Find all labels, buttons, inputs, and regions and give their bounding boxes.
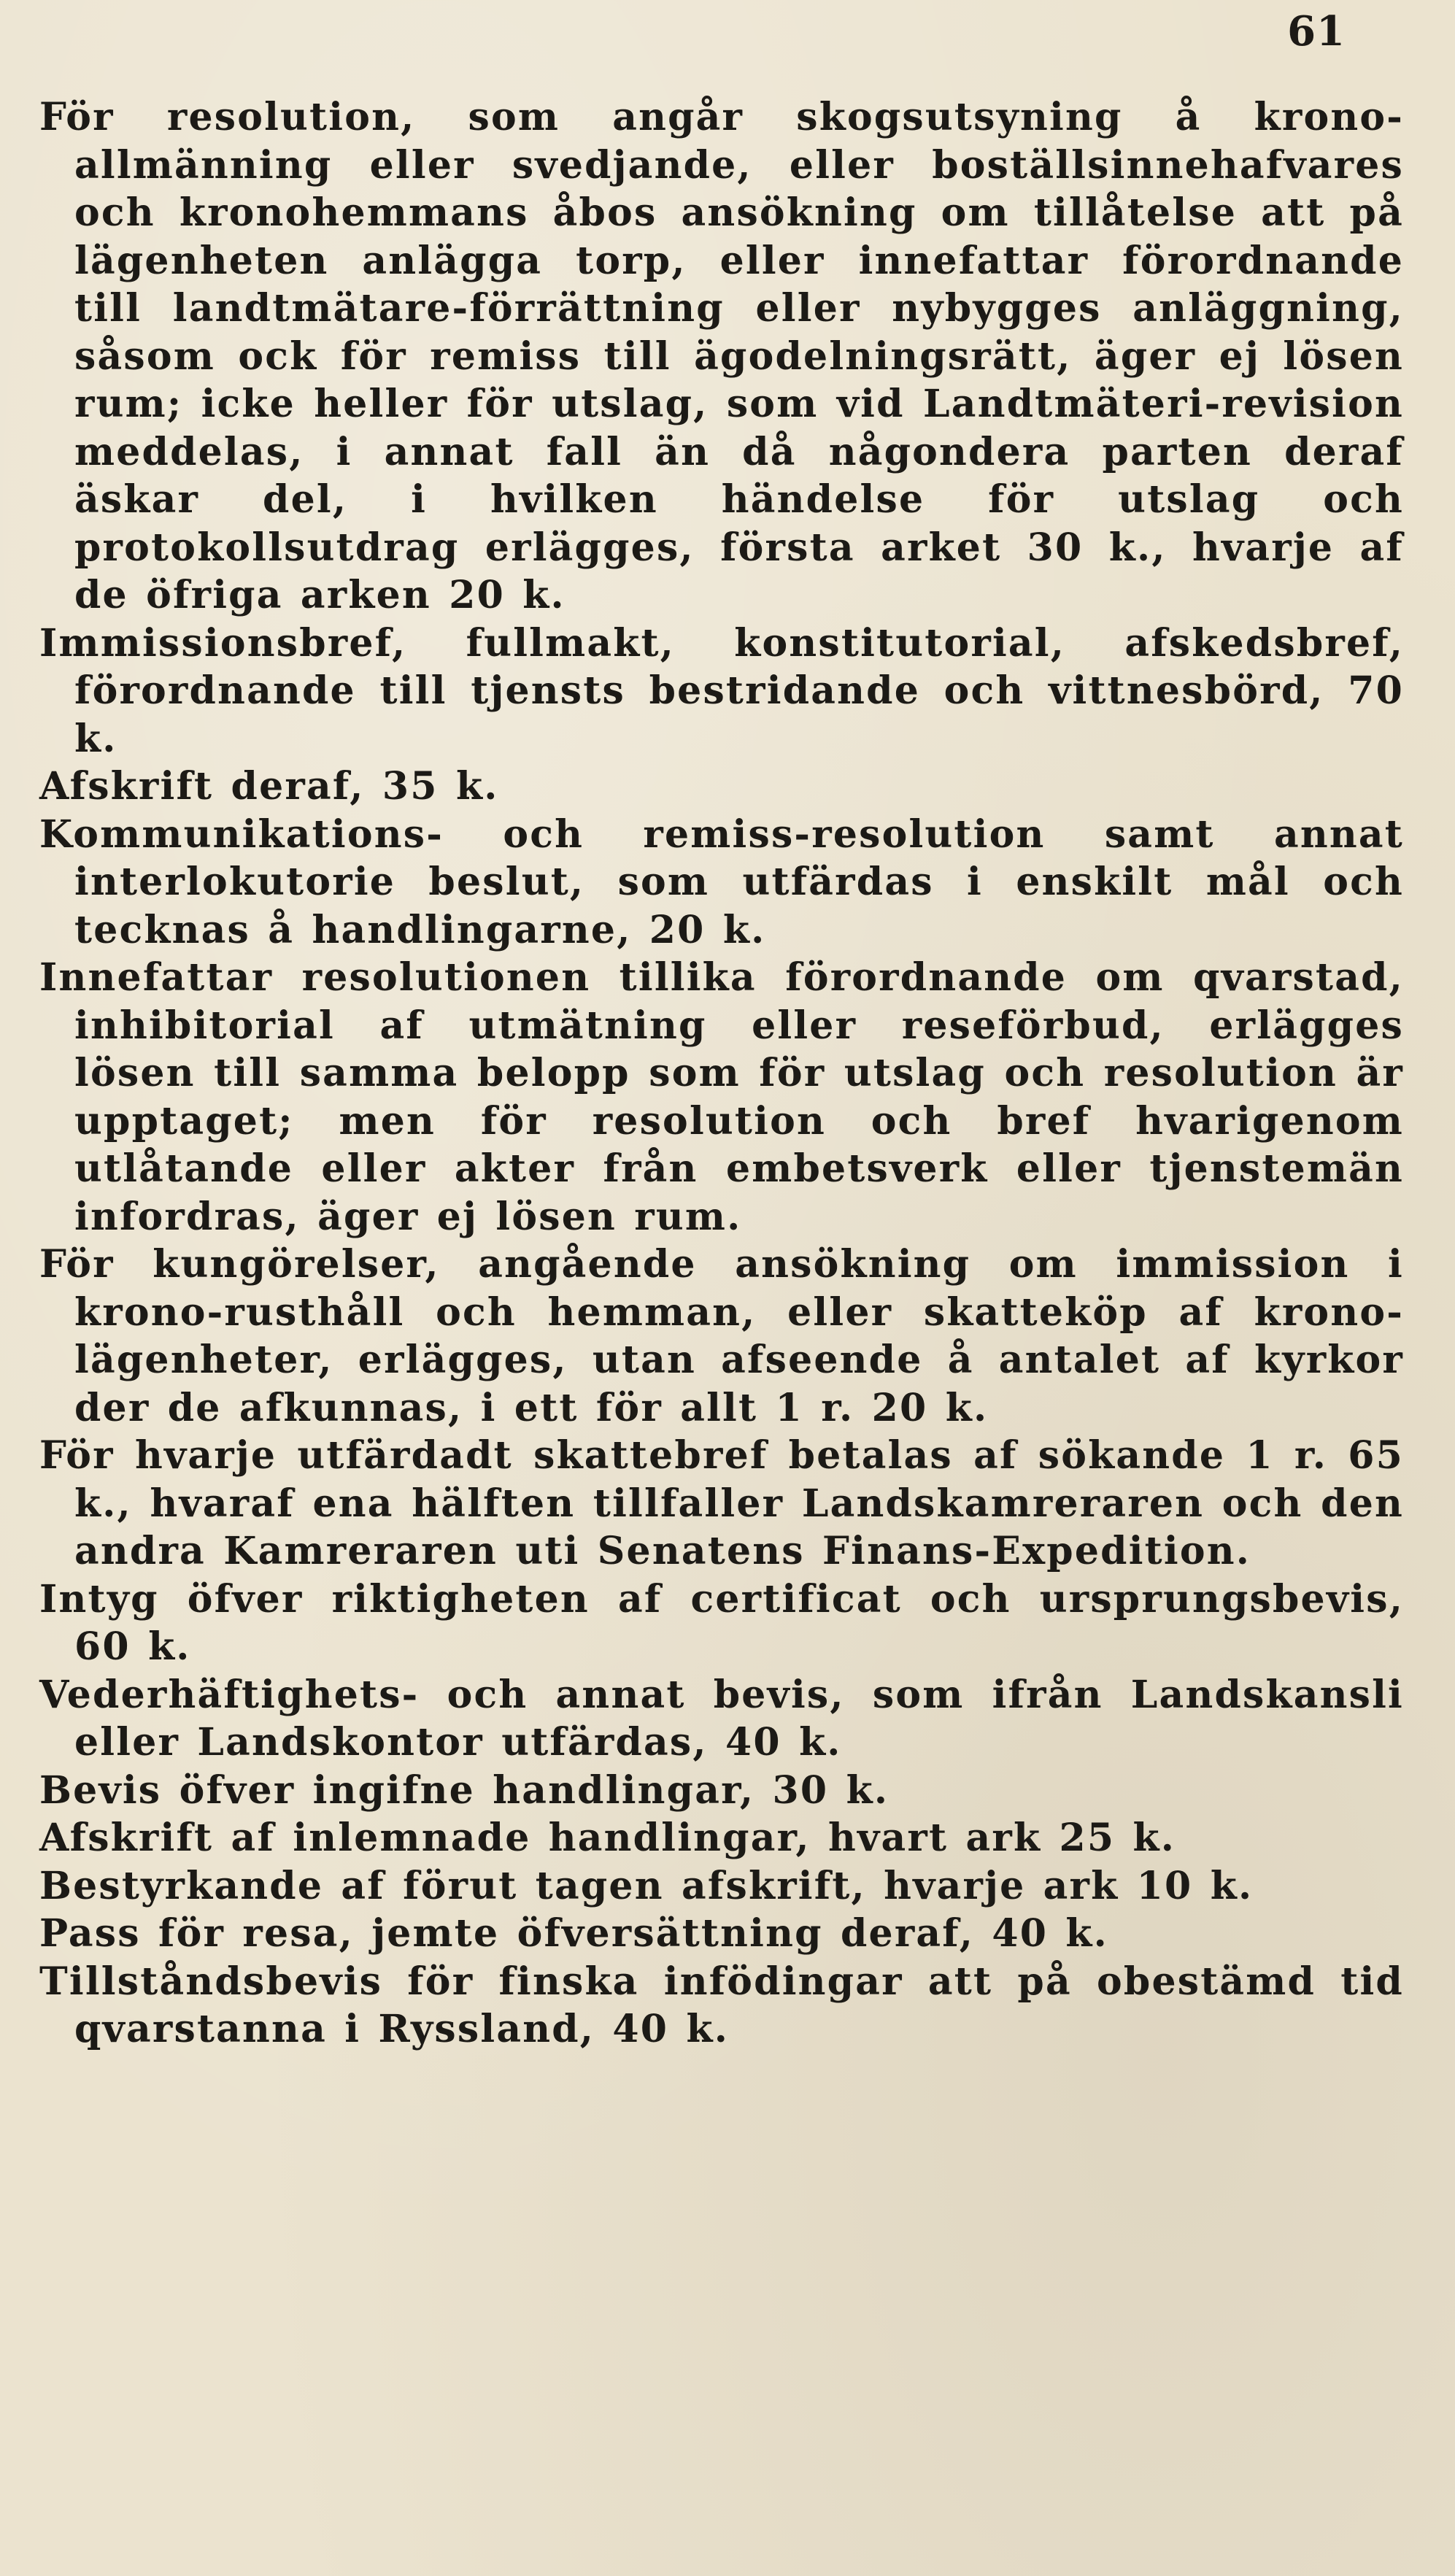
fee-entry-vederhaftighet: [39, 1671, 1404, 1767]
fee-entry-bevis: [39, 1767, 1404, 1815]
fee-entry-intyg: [39, 1576, 1404, 1671]
fee-entry-afskrift: [39, 763, 1404, 811]
page-number: 61: [1287, 7, 1346, 55]
entry-text: Bestyrkande af förut tagen afskrift, hvarje ark 10 k.: [39, 1863, 1254, 1908]
fee-entry-kungorelser: [39, 1241, 1404, 1432]
fee-entry-bestyrkande: [39, 1862, 1404, 1910]
entry-text: Bevis öfver ingifne handlingar, 30 k.: [39, 1767, 889, 1813]
entry-text: För resolution, som angår skogsutsyning å krono-allmänning eller svedjande, eller boställsinnehafvares och kronohemmans åbos ansökning om tillåtelse att på lägenheten anlägga torp, eller innefattar förordnande till landtmätare-förrättning eller nybygges anläggning, såsom ock för remiss till ägodelningsrätt, äger ej lösen rum; icke heller för utslag, som vid Landtmäteri-revision meddelas, i annat fall än då någondera parten deraf äskar del, i hvilken händelse för utslag och protokollsutdrag erlägges, första arket 30 k., hvarje af de öfriga arken 20 k.: [39, 95, 1404, 617]
fee-entry-resolution: [39, 93, 1404, 620]
entry-text: Afskrift af inlemnade handlingar, hvart ark 25 k.: [39, 1816, 1176, 1860]
entry-text: Afskrift deraf, 35 k.: [39, 764, 499, 809]
fee-entry-skattebref: [39, 1432, 1404, 1576]
fee-entry-pass: [39, 1910, 1404, 1958]
fee-entry-kommunikation: [39, 811, 1404, 955]
entry-text: Immissionsbref, fullmakt, konstitutorial, afskedsbref, förordnande till tjensts bestridande och vittnesbörd, 70 k.: [39, 620, 1404, 761]
fee-entry-qvarstad: [39, 954, 1404, 1241]
entry-text: Pass för resa, jemte öfversättning deraf, 40 k.: [39, 1911, 1108, 1956]
entry-text: Tillståndsbevis för finska infödingar att på obestämd tid qvarstanna i Ryssland, 40 k.: [39, 1959, 1404, 2051]
fee-entries-list: [39, 93, 1404, 2054]
entry-text: För hvarje utfärdadt skattebref betalas af sökande 1 r. 65 k., hvaraf ena hälften tillfaller Landskamreraren och den andra Kamreraren uti Senatens Finans-Expedition.: [39, 1433, 1404, 1573]
entry-text: Innefattar resolutionen tillika förordnande om qvarstad, inhibitorial af utmätning eller reseförbud, erlägges lösen till samma belopp som för utslag och resolution är upptaget; men för resolution och bref hvarigenom utlåtande eller akter från embetsverk eller tjenstemän infordras, äger ej lösen rum.: [39, 955, 1404, 1239]
entry-text: Intyg öfver riktigheten af certificat och ursprungsbevis, 60 k.: [39, 1576, 1404, 1669]
fee-entry-afskrift-handlingar: [39, 1814, 1404, 1862]
entry-text: För kungörelser, angående ansökning om immission i krono-rusthåll och hemman, eller skatteköp af krono-lägenheter, erlägges, utan afseende å antalet af kyrkor der de afkunnas, i ett för allt 1 r. 20 k.: [39, 1242, 1404, 1430]
entry-text: Vederhäftighets- och annat bevis, som ifrån Landskansli eller Landskontor utfärdas, 40 k.: [39, 1672, 1404, 1765]
fee-entry-immissionsbref: [39, 620, 1404, 763]
entry-text: Kommunikations- och remiss-resolution samt annat interlokutorie beslut, som utfärdas i enskilt mål och tecknas å handlingarne, 20 k.: [39, 811, 1404, 952]
fee-entry-tillstandsbevis: [39, 1958, 1404, 2054]
